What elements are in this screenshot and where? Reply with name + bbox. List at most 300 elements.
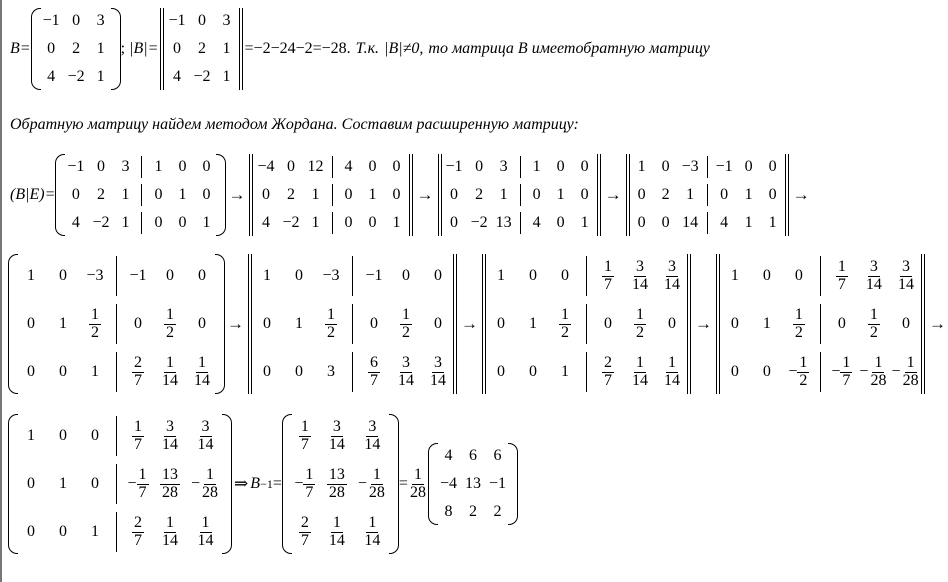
matrix-step-4 [624,154,791,236]
matrix-cell [164,304,176,344]
fraction: 13 28 [328,465,345,501]
matrix-cell: 0 [497,363,505,380]
augment-separator [141,184,142,206]
fraction: $\frac{1}{7}$ [842,353,851,389]
matrix-cell: 1 [27,427,35,444]
fraction: 1 2 [636,305,644,341]
matrix-cell: 3 [222,12,231,29]
equals: = [272,475,282,492]
matrix-cell: 1 [295,315,303,332]
matrix-cell: 0 [154,214,163,231]
fraction: 1 7 [300,417,309,453]
matrix-cell: 0 [27,315,35,332]
right-bar [597,154,601,236]
matrix-cell [132,512,144,552]
matrix-cell: 1 [744,214,753,231]
matrix-cell: 0 [434,267,442,284]
det-matrix-b [158,8,244,90]
matrix-cell [602,256,614,296]
matrix-cell: 0 [556,214,565,231]
fraction: 3 14 [632,257,648,293]
right-paren [111,8,121,90]
fraction: $\frac{1}{28}$ [870,353,887,389]
implies-arrow: ⇒ [234,474,249,493]
matrix-cell: 3 [499,158,508,175]
matrix-cell [299,416,311,456]
left-paren [31,8,41,90]
matrix-cell: 1 [59,315,67,332]
right-bar [409,154,413,236]
augment-separator [586,256,587,296]
matrix-cell: 1 [637,158,646,175]
matrix-cell: 0 [91,475,99,492]
fraction: 1 14 [162,353,178,389]
right-paren [389,414,399,554]
matrix-cell: 1 [768,214,777,231]
matrix-cell: −1 [168,12,186,29]
fraction: $\frac{1}{28}$ [902,353,919,389]
right-bar [687,254,691,394]
matrix-cell: 1 [59,475,67,492]
matrix-cell [896,256,916,296]
matrix-cell: 2 [493,503,502,520]
left-bar [716,254,720,394]
fraction: 1 2 [402,305,410,341]
augment-separator [116,512,117,552]
fraction: $\frac{1}{7}$ [305,465,314,501]
matrix-cell: 1 [532,158,541,175]
matrix-step-1 [55,154,226,236]
matrix-cell: 1 [368,186,377,203]
matrix-cell: −2 [193,68,211,85]
left-bar [248,254,252,394]
matrix-cell: 0 [27,523,35,540]
matrix-cell: −1 [67,158,85,175]
fraction: 2 7 [300,513,309,549]
matrix-cell: 0 [59,267,67,284]
matrix-step-8 [714,254,927,394]
matrix-cell: 0 [392,186,401,203]
matrix-step-7 [480,254,693,394]
matrix-cell [327,464,347,504]
left-bar [249,154,253,236]
matrix-cell: 4 [444,447,453,464]
matrix-cell: 1 [762,315,771,332]
augment-separator [352,256,353,296]
matrix-cell: 1 [222,68,231,85]
matrix-cell: 0 [902,315,911,332]
augment-separator [332,156,333,178]
augment-separator [141,212,142,234]
matrix-cell [831,352,852,392]
matrix-cell: 12 [307,158,324,175]
augmented-label: (B|E)= [10,186,56,203]
inverse-matrix [282,414,399,554]
right-paren [508,443,518,525]
line-jordan [8,254,948,394]
matrix-cell [396,352,416,392]
matrix-cell: 0 [295,363,303,380]
fraction: 3 14 [197,417,214,453]
matrix-cell [559,304,571,344]
augment-separator [586,304,587,344]
fraction: 3 14 [898,257,915,293]
matrix-cell: 2 [468,503,477,520]
matrix-cell: 6 [468,447,477,464]
matrix-cell: 0 [96,158,105,175]
matrix-cell: 0 [72,12,81,29]
matrix-cell [160,464,180,504]
matrix-cell [602,352,614,392]
matrix-cell: 0 [768,186,777,203]
matrix-cell: 4 [720,214,729,231]
matrix-cell: 0 [59,427,67,444]
matrix-cell: 3 [327,363,335,380]
b-label: B= [10,40,31,57]
matrix-cell [368,352,380,392]
matrix-cell [630,352,650,392]
matrix-cell: 4 [71,214,80,231]
matrix-cell: 4 [47,68,56,85]
fraction: 3 14 [364,417,381,453]
fraction: 13 28 [162,465,178,501]
augment-separator [707,212,708,234]
matrix-cell: 0 [263,315,271,332]
matrix-cell: 4 [261,214,270,231]
fraction: 1 2 [91,305,99,341]
matrix-cell: 4 [532,214,541,231]
matrix-cell: −3 [681,158,699,175]
augment-separator [116,304,117,344]
right-bar [239,8,243,90]
fraction: 1 7 [134,417,142,453]
left-bar [160,8,164,90]
matrix-cell: 0 [794,267,803,284]
matrix-cell [196,512,216,552]
augment-separator [520,156,521,178]
matrix-cell: 0 [198,267,206,284]
right-bar [785,154,789,236]
fraction: 3 14 [162,417,178,453]
matrix-cell: 3 [121,158,130,175]
matrix-cell: 4 [344,158,353,175]
matrix-cell: 0 [59,363,67,380]
fraction: 2 7 [134,353,142,389]
matrix-cell: 1 [154,158,163,175]
matrix-cell: 0 [730,363,739,380]
left-bar [438,154,442,236]
fraction: 1 7 [837,257,846,293]
left-bar [626,154,630,236]
matrix-cell: 8 [444,503,453,520]
det-label: |B|= [129,40,159,57]
matrix-cell: −1 [445,158,463,175]
matrix-cell: 1 [392,214,401,231]
matrix-cell: 3 [96,12,105,29]
matrix-cell: 0 [27,475,35,492]
matrix-cell: −1 [488,475,506,492]
minus-sign: − [357,475,367,492]
matrix-cell: −2 [282,214,300,231]
matrix-cell: 0 [720,186,729,203]
matrix-cell [788,352,809,392]
matrix-cell: 0 [529,363,537,380]
augment-separator [352,352,353,392]
matrix-cell: 0 [730,315,739,332]
matrix-cell: 1 [580,214,589,231]
matrix-cell: 1 [91,363,99,380]
right-paren [215,254,225,394]
arrow: → [228,185,246,204]
matrix-cell [160,512,180,552]
matrix-cell [428,352,448,392]
matrix-cell: 0 [91,427,99,444]
matrix-cell: 1 [222,40,231,57]
matrix-cell [400,304,412,344]
augment-separator [520,212,521,234]
matrix-cell: 1 [311,186,320,203]
matrix-cell: 0 [762,267,771,284]
matrix-cell: 1 [27,267,35,284]
matrix-cell: 0 [368,214,377,231]
matrix-cell: 0 [637,214,646,231]
augment-separator [116,256,117,296]
matrix-cell [892,352,921,392]
matrix-cell: 0 [154,186,163,203]
matrix-cell: 1 [744,186,753,203]
matrix-cell: 0 [561,267,569,284]
matrix-step-3 [436,154,603,236]
matrix-step-9 [8,414,232,554]
right-bar [453,254,457,394]
line-determinant [10,8,710,90]
augment-separator [116,352,117,392]
tk-text: Т.к. [355,40,380,57]
augment-separator [116,464,117,504]
matrix-cell: 1 [686,186,695,203]
matrix-cell: 0 [450,186,459,203]
minus-sign: − [891,363,901,380]
matrix-cell [868,304,880,344]
fraction: 1 2 [794,305,803,341]
fraction: 3 14 [398,353,414,389]
fraction: 1 14 [194,353,210,389]
matrix-cell [132,416,144,456]
left-paren [8,254,18,394]
matrix-cell [132,352,144,392]
minus-sign: − [788,363,798,380]
arrow: → [227,314,244,333]
matrix-cell: 0 [762,363,771,380]
matrix-cell: −2 [470,214,488,231]
matrix-cell: 0 [344,186,353,203]
matrix-cell [127,464,148,504]
arrow: → [792,185,810,204]
matrix-cell [191,464,220,504]
matrix-cell: 1 [730,267,739,284]
fraction: 1 2 [327,305,335,341]
matrix-b [31,8,121,90]
matrix-cell: 0 [434,315,442,332]
matrix-cell: −2 [92,214,110,231]
matrix-cell [160,416,180,456]
final-matrix [428,443,518,525]
matrix-cell: 0 [47,40,56,57]
matrix-cell: 0 [402,267,410,284]
matrix-cell: 0 [344,214,353,231]
arrow: → [695,314,712,333]
matrix-step-5 [8,254,225,394]
fraction: 1 14 [197,513,214,549]
augment-separator [332,212,333,234]
fraction: 1 14 [664,353,680,389]
matrix-cell: 0 [744,158,753,175]
matrix-cell: 1 [96,40,105,57]
minus-sign: − [294,475,304,492]
matrix-cell: 1 [96,68,105,85]
fraction: 1 14 [632,353,648,389]
minus-sign: − [859,363,869,380]
matrix-cell: 0 [368,158,377,175]
fraction: $\frac{1}{7}$ [138,465,147,501]
matrix-cell [89,304,101,344]
fraction: $\frac{1}{28}$ [368,465,385,501]
minus-sign: − [191,475,201,492]
equals: = [398,475,408,492]
minus-sign: − [127,475,137,492]
augment-separator [820,304,821,344]
augment-separator [586,352,587,392]
matrix-cell: 0 [529,267,537,284]
matrix-cell [299,512,311,552]
matrix-cell: 0 [837,315,846,332]
left-paren [55,154,65,236]
fraction: 2 7 [604,353,612,389]
matrix-cell: 1 [202,214,211,231]
augment-separator [352,304,353,344]
matrix-cell: −3 [86,267,104,284]
conclusion-text: то матрица B имеетобратную матрицу [428,40,710,57]
matrix-cell [327,416,347,456]
matrix-cell [362,512,382,552]
matrix-cell: 13 [495,214,512,231]
matrix-cell: 0 [27,363,35,380]
matrix-cell: 1 [91,523,99,540]
matrix-cell: 1 [178,186,187,203]
fraction: $\frac{1}{28}$ [202,465,219,501]
arrow: → [604,185,622,204]
matrix-cell: 0 [768,158,777,175]
right-paren [222,414,232,554]
matrix-step-2 [247,154,414,236]
matrix-cell: 13 [464,475,481,492]
matrix-cell: 0 [604,315,612,332]
matrix-cell: 2 [198,40,207,57]
matrix-cell: 2 [72,40,81,57]
matrix-cell [662,352,682,392]
matrix-cell: 4 [172,68,181,85]
matrix-cell [634,304,646,344]
fraction: 3 14 [430,353,446,389]
det-nonzero: |B|≠0, [384,40,424,57]
matrix-cell: 1 [263,267,271,284]
matrix-cell: 1 [311,214,320,231]
augment-separator [141,156,142,178]
b-inverse-label: B [250,475,261,492]
matrix-cell: 0 [198,12,207,29]
matrix-cell: 0 [580,158,589,175]
augment-separator [116,416,117,456]
matrix-cell: 0 [475,158,484,175]
fraction: 3 14 [328,417,345,453]
fraction: 1 14 [162,513,178,549]
matrix-cell: 2 [96,186,105,203]
matrix-cell: −1 [715,158,733,175]
matrix-cell: 1 [556,186,565,203]
matrix-cell: −2 [67,68,85,85]
matrix-cell: 14 [682,214,699,231]
arrow: → [929,314,946,333]
arrow: → [416,185,434,204]
matrix-cell: 0 [556,158,565,175]
fraction: $\frac{1}{2}$ [799,353,808,389]
arrow: → [461,314,478,333]
matrix-cell: 0 [668,315,676,332]
matrix-cell [192,352,212,392]
matrix-cell: 0 [661,158,670,175]
matrix-cell: 1 [121,214,130,231]
matrix-cell: 1 [499,186,508,203]
left-border [0,0,2,582]
matrix-cell: 0 [370,315,378,332]
augment-separator [820,256,821,296]
matrix-cell: 0 [198,315,206,332]
jordan-intro: Обратную матрицу найдем методом Жордана. Составим расширенную матрицу: [10,116,579,133]
matrix-cell [160,352,180,392]
matrix-cell: 0 [450,214,459,231]
matrix-cell: 1 [497,267,505,284]
matrix-cell [793,304,805,344]
left-bar [482,254,486,394]
matrix-cell [327,512,347,552]
matrix-cell: 1 [529,315,537,332]
fraction: 2 7 [134,513,142,549]
matrix-cell: 0 [166,267,174,284]
fraction: 1 14 [364,513,381,549]
matrix-cell [859,352,888,392]
matrix-cell: 0 [295,267,303,284]
fraction: 6 7 [370,353,378,389]
matrix-cell: 0 [392,158,401,175]
matrix-step-6 [246,254,459,394]
matrix-cell: 0 [59,523,67,540]
matrix-cell: −3 [322,267,340,284]
matrix-cell: 0 [497,315,505,332]
matrix-cell: 2 [287,186,296,203]
matrix-cell: 0 [661,214,670,231]
fraction: 3 14 [865,257,882,293]
scalar-fraction: $\frac{1}{28}$ [409,465,426,501]
augment-separator [707,184,708,206]
matrix-cell: 0 [202,158,211,175]
matrix-cell: 0 [202,186,211,203]
fraction: 1 2 [166,305,174,341]
matrix-cell: −1 [365,267,383,284]
matrix-cell [325,304,337,344]
matrix-cell: 0 [287,158,296,175]
semicolon: ; [120,40,126,57]
fraction: 1 2 [869,305,878,341]
